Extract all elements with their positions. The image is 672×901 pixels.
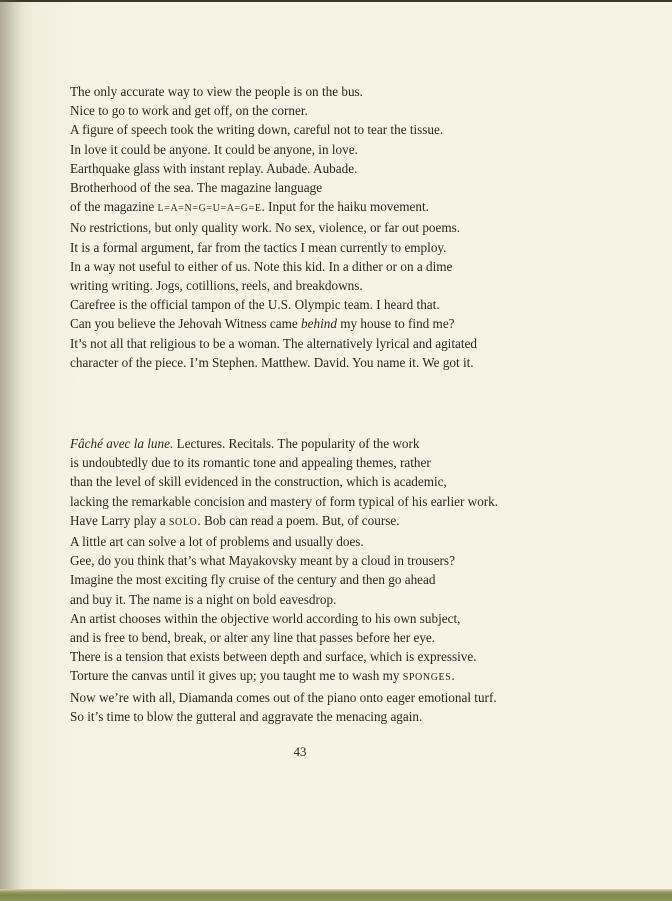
poem-line	[70, 197, 660, 218]
line-text: Torture the canvas until it gives up; you taught me to wash my	[70, 668, 403, 684]
poem-line: No restrictions, but only quality work. No sex, violence, or far out poems.	[70, 220, 461, 236]
poem-line: The only accurate way to view the people is on the bus.	[70, 84, 363, 99]
poem-line	[70, 511, 660, 532]
poem-line: Gee, do you think that’s what Mayakovsky meant by a cloud in trousers?	[70, 553, 455, 569]
poem-line: An artist chooses within the objective world according to his own subject,	[70, 610, 461, 626]
poem-line: lacking the remarkable concision and mastery of form typical of his earlier work.	[70, 493, 499, 509]
poem-line: There is a tension that exists between depth and surface, which is expressive.	[70, 649, 477, 665]
poem-line: than the level of skill evidenced in the construction, which is academic,	[70, 474, 447, 490]
small-caps-text: SOLO	[168, 516, 198, 528]
line-text: . Bob can read a poem. But, of course.	[197, 512, 400, 528]
poem-line: and buy it. The name is a night on bold eavesdrop.	[70, 591, 337, 607]
poem-line	[70, 314, 660, 333]
line-text: my house to find me?	[336, 316, 455, 332]
poem-line: Imagine the most exciting fly cruise of the century and then go ahead	[70, 572, 436, 588]
poem-line: A little art can solve a lot of problems and usually does.	[70, 534, 364, 550]
poem-line: In a way not useful to either of us. Note this kid. In a dither or on a dime	[70, 258, 453, 274]
line-text: of the magazine	[70, 199, 158, 215]
poem-line: character of the piece. I’m Stephen. Matthew. David. You name it. We got it.	[70, 354, 474, 370]
line-text: Lectures. Recitals. The popularity of the work	[173, 436, 420, 451]
poem-line: Earthquake glass with instant replay. Aubade. Aubade.	[70, 160, 358, 176]
line-text: Can you believe the Jehovah Witness came	[70, 316, 302, 332]
small-caps-text: L=A=N=G=U=A=G=E	[157, 203, 262, 215]
poem-line: In love it could be anyone. It could be anyone, in love.	[70, 141, 358, 157]
poem-line: Now we’re with all, Diamanda comes out of the piano onto eager emotional turf.	[70, 689, 497, 705]
poem-line: It is a formal argument, far from the tactics I mean currently to employ.	[70, 239, 447, 255]
page-top-edge	[0, 0, 672, 2]
poem-line: A figure of speech took the writing down, careful not to tear the tissue.	[70, 122, 444, 138]
poem-line: Nice to go to work and get off, on the corner.	[70, 103, 308, 119]
line-text: . Input for the haiku movement.	[261, 199, 429, 215]
poem-line: writing writing. Jogs, cotillions, reels, and breakdowns.	[70, 278, 363, 294]
line-text: Have Larry play a	[70, 512, 169, 528]
poem-line: Brotherhood of the sea. The magazine language	[70, 180, 323, 196]
stanza-two	[70, 434, 660, 726]
poem-line: So it’s time to blow the gutteral and aggravate the menacing again.	[70, 708, 423, 724]
italic-text: Fâché avec la lune.	[70, 436, 174, 451]
book-cover-edge	[0, 889, 672, 901]
page-number: 43	[293, 744, 307, 759]
line-text: .	[451, 668, 455, 684]
small-caps-text: SPONGES	[402, 672, 452, 684]
poem-line: Carefree is the official tampon of the U.S. Olympic team. I heard that.	[70, 297, 440, 313]
poem-line	[70, 666, 660, 687]
stanza-one	[70, 82, 660, 372]
italic-text: behind	[301, 316, 337, 332]
poem-line: It’s not all that religious to be a woman. The alternatively lyrical and agitated	[70, 335, 477, 351]
poem-line: is undoubtedly due to its romantic tone and appealing themes, rather	[70, 455, 431, 471]
poem-line	[70, 434, 660, 453]
poem-line: and is free to bend, break, or alter any line that passes before her eye.	[70, 630, 436, 646]
gutter-shadow	[0, 0, 22, 901]
